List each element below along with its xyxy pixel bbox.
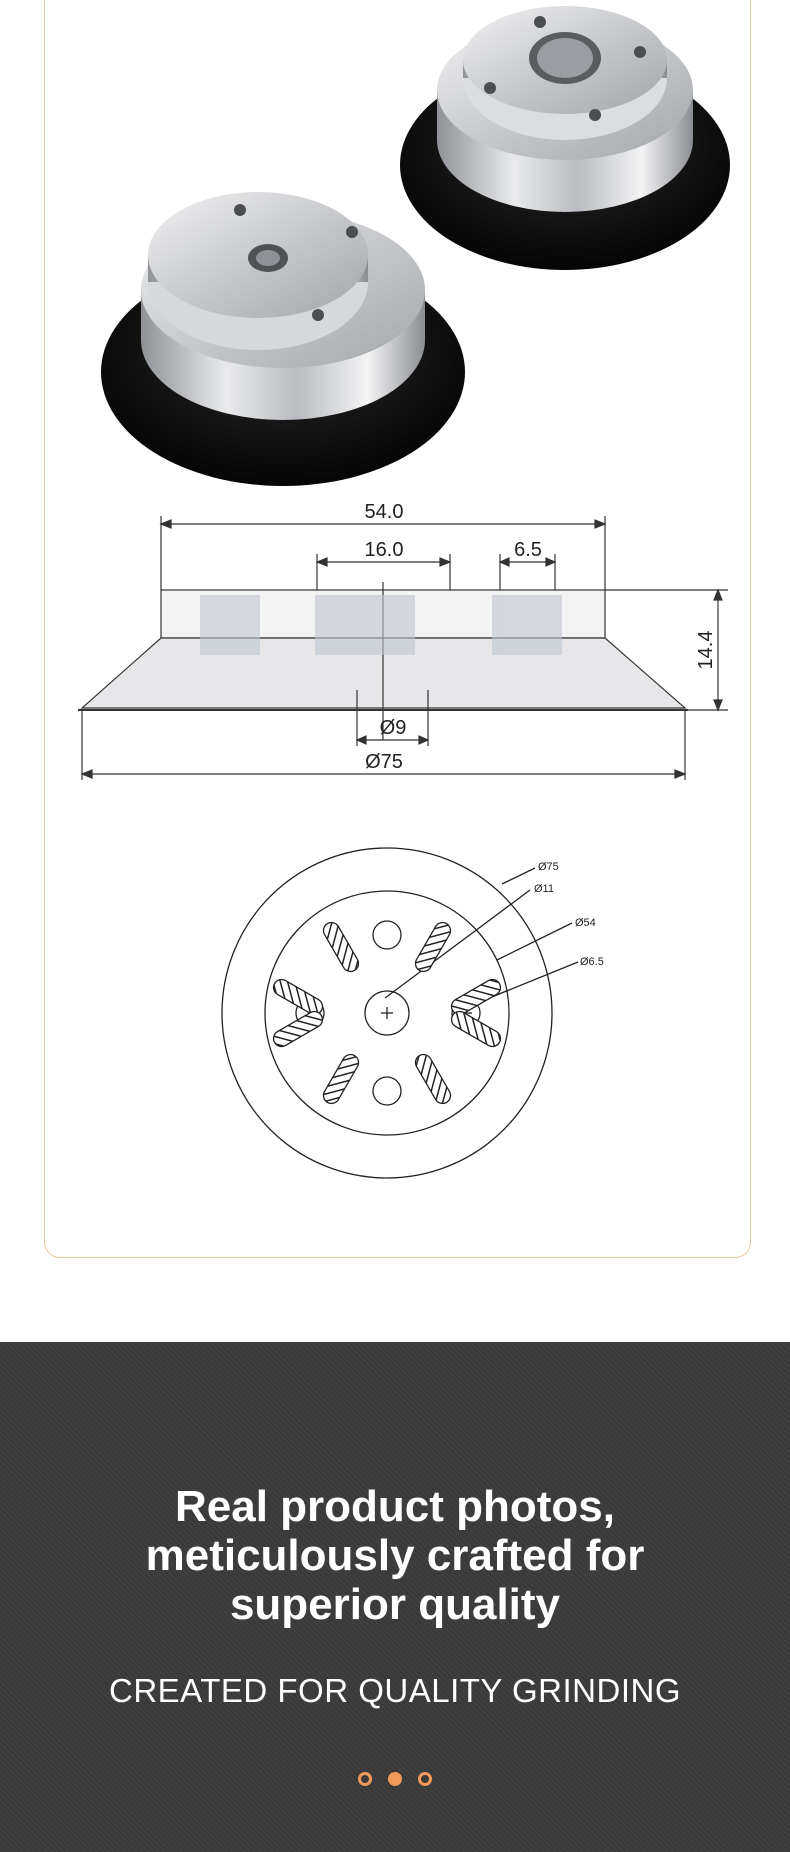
dim-height: 14.4 [695,630,717,670]
dim-outer-diameter: Ø75 [365,751,403,773]
top-view-drawing [0,820,790,1200]
label-hole-diameter: Ø6.5 [580,956,604,968]
label-body-diameter: Ø54 [575,917,596,929]
dim-hole-diameter: 6.5 [514,539,542,561]
carousel-dot-1[interactable] [358,1772,372,1786]
quality-banner [0,1342,790,1852]
label-outer-diameter: Ø75 [538,861,559,873]
suction-cup-back [400,6,730,270]
dim-total-width: 54.0 [364,501,404,523]
product-photo [0,0,790,490]
dim-center-hole: Ø9 [379,717,407,739]
headline-line-2: meticulously crafted for [145,1531,645,1580]
dim-hole-spacing: 16.0 [364,539,404,561]
side-view-drawing [0,490,790,810]
headline-line-1: Real product photos, [175,1482,615,1531]
headline-line-3: superior quality [229,1580,561,1629]
banner-subtitle: CREATED FOR QUALITY GRINDING [108,1672,681,1709]
carousel-dot-3[interactable] [418,1772,432,1786]
banner-headline [60,1482,730,1629]
label-center-diameter: Ø11 [534,883,554,895]
suction-cup-front [101,192,465,486]
carousel-dots [0,1772,790,1786]
carousel-dot-2[interactable] [388,1772,402,1786]
